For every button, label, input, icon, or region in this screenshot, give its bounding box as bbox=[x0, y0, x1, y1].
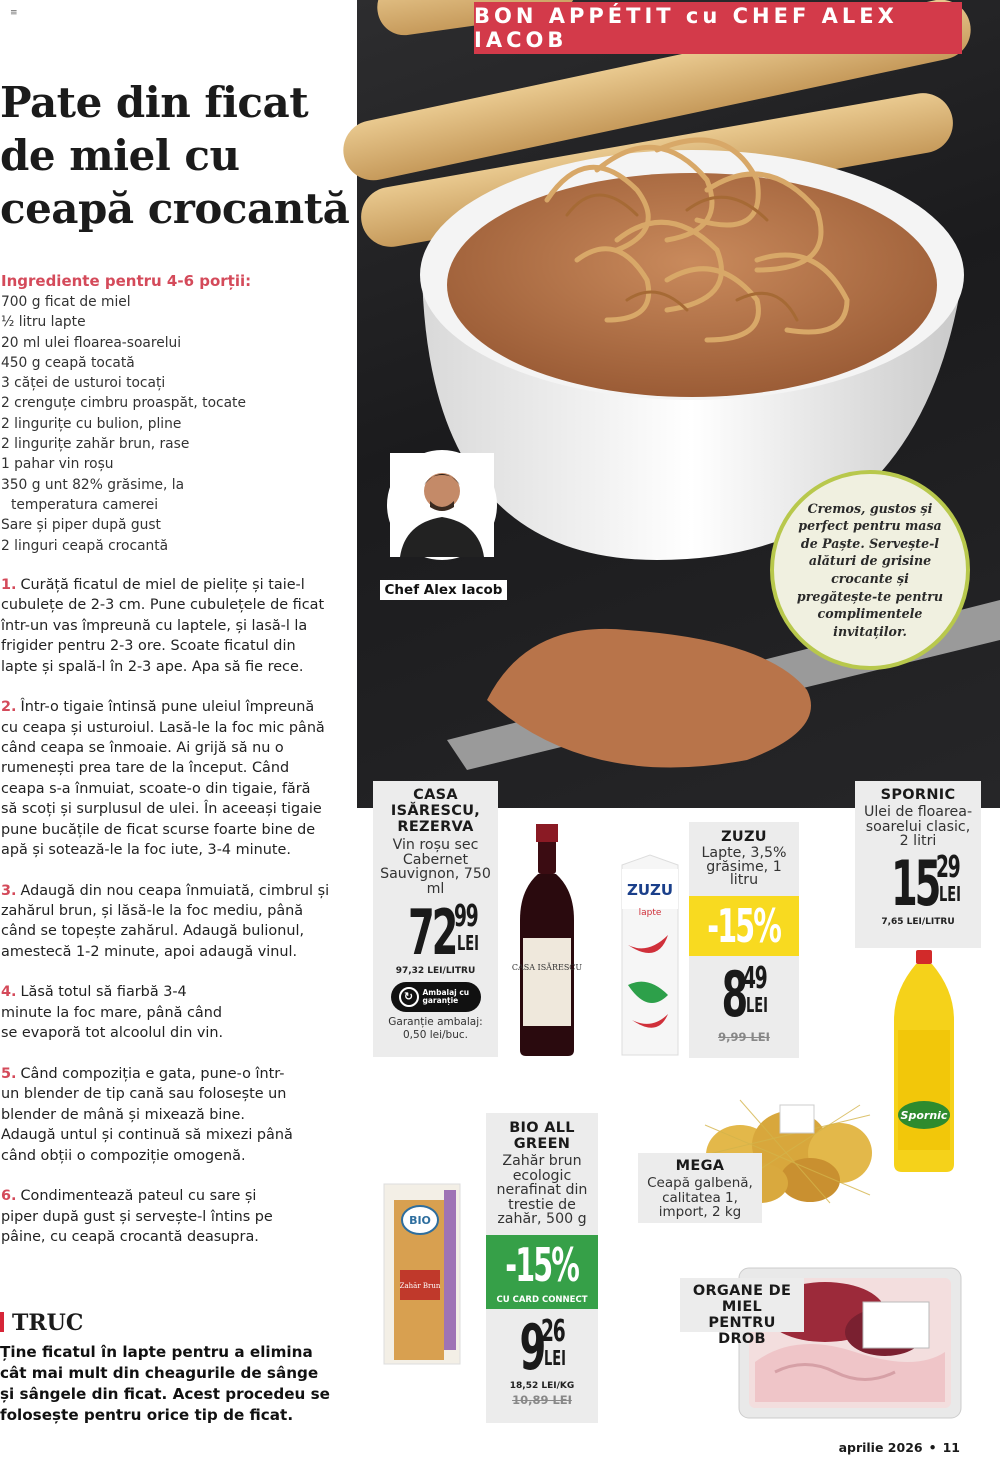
guarantee-note: Garanție ambalaj: 0,50 lei/buc. bbox=[388, 1016, 483, 1041]
step-text: Într-o tigaie întinsă pune uleiul împreună cu ceapa și usturoiul. Lasă-le la foc mic până când ceapa se înmoaie. Ai grijă să nu o rumenești prea tare de la început. Când ceapa s-a înmuiat, scoate-o din tigaie, fără să scoți și surplusul de ulei. În aceeași tigaie pune bucățile de ficat scurse foarte bine de apă și sotează-le la foc iute, 3-4 minute. bbox=[1, 699, 325, 859]
discount-condition: CU CARD CONNECT bbox=[486, 1295, 598, 1309]
badge-text: Ambalaj cu garanție bbox=[422, 988, 470, 1005]
product-price bbox=[373, 896, 498, 969]
carton-brand-text: ZUZU bbox=[626, 881, 674, 899]
tip-title-text: TRUC bbox=[12, 1310, 84, 1336]
discount-value: -15% bbox=[707, 898, 781, 953]
hero-photo bbox=[357, 0, 1000, 808]
step-number: 1. bbox=[1, 577, 17, 593]
chef-avatar bbox=[387, 450, 497, 560]
price-decimals: 29 bbox=[936, 849, 960, 885]
price-decimals: 49 bbox=[743, 960, 767, 996]
guarantee-badge bbox=[391, 982, 481, 1012]
price-currency: LEI bbox=[939, 881, 962, 906]
old-price: 9,99 LEI bbox=[718, 1029, 770, 1044]
product-card-organe-miel[interactable] bbox=[680, 1278, 804, 1347]
ingredient-item: temperatura camerei bbox=[11, 496, 159, 513]
step-item bbox=[1, 982, 241, 1043]
price-decimals: 99 bbox=[453, 899, 478, 934]
price-integer: 8 bbox=[721, 957, 746, 1031]
step-item bbox=[1, 575, 331, 677]
ingredient-item: 2 crenguțe cimbru proaspăt, tocate bbox=[1, 395, 246, 412]
ingredient-item: 20 ml ulei floarea-soarelui bbox=[1, 334, 182, 351]
ingredient-item: 2 linguri ceapă crocantă bbox=[1, 537, 169, 554]
tip-accent-bar bbox=[0, 1312, 4, 1332]
step-number: 2. bbox=[1, 699, 17, 716]
product-description: Zahăr brun ecologic nerafinat din trestie de zahăr, 500 g bbox=[496, 1153, 588, 1227]
price-currency: LEI bbox=[456, 931, 479, 955]
page-footer bbox=[839, 1440, 960, 1455]
unit-price: 7,65 LEI/LITRU bbox=[881, 916, 955, 927]
price-integer: 72 bbox=[408, 896, 456, 969]
old-price: 10,89 LEI bbox=[512, 1392, 572, 1407]
pate-illustration bbox=[357, 0, 1000, 808]
price-currency: LEI bbox=[746, 992, 769, 1017]
ingredient-item: ½ litru lapte bbox=[1, 314, 86, 331]
pack-logo-text: BIO bbox=[409, 1214, 431, 1227]
chef-banner: BON APPÉTIT cu CHEF ALEX IACOB bbox=[474, 2, 962, 54]
step-item bbox=[1, 697, 331, 860]
product-brand: ORGANE DE MIEL PENTRU DROB bbox=[692, 1283, 792, 1347]
step-text: Când compoziția e gata, pune-o într-un blender de tip cană sau folosește un blender de mână și mixează bine. Adaugă untul și continuă să mixezi până când obții o compoziție omogenă. bbox=[1, 1065, 293, 1164]
product-card-mega[interactable] bbox=[638, 1153, 762, 1223]
ingredient-item: Sare și piper după gust bbox=[1, 517, 161, 534]
step-text: Condimentează pateul cu sare și piper după gust și servește-l întins pe pâine, cu ceapă crocantă deasupra. bbox=[1, 1188, 273, 1245]
unit-price: 97,32 LEI/LITRU bbox=[395, 966, 476, 976]
price-decimals: 26 bbox=[541, 1313, 565, 1349]
chef-figure-icon bbox=[390, 453, 494, 557]
product-description: Ulei de floarea-soarelui clasic, 2 litri bbox=[863, 804, 973, 849]
step-number: 3. bbox=[1, 882, 17, 899]
product-brand: SPORNIC bbox=[880, 787, 956, 803]
footer-date: aprilie 2026 bbox=[838, 1440, 923, 1455]
quote-bubble bbox=[770, 470, 970, 670]
step-number: 6. bbox=[1, 1188, 17, 1205]
oil-label-text: Spornic bbox=[900, 1109, 948, 1122]
chef-name-label: Chef Alex Iacob bbox=[380, 580, 507, 600]
price-integer: 15 bbox=[890, 846, 939, 920]
wine-bottle-image bbox=[511, 820, 583, 1056]
ingredients-list bbox=[1, 292, 341, 556]
quote-text: Cremos, gustos și perfect pentru masa de Paște. Servește-l alături de grisine crocante și pregătește-te pentru complimentele invitaților. bbox=[796, 500, 944, 639]
carton-label-text: lapte bbox=[638, 908, 662, 918]
discount-badge bbox=[486, 1235, 598, 1295]
product-description: Vin roșu sec Cabernet Sauvignon, 750 ml bbox=[380, 837, 491, 897]
step-text: Curăță ficatul de miel de pielițe și taie-l cubulețe de 2-3 cm. Pune cubulețele de ficat într-un vas împreună cu laptele, și lasă-l la frigider pentru 2-3 ore. Scoate ficatul din lapte și spală-l în 2-3 ape. Apa să fie rece. bbox=[1, 577, 325, 675]
milk-carton-image bbox=[618, 855, 682, 1055]
tip-text: Ține ficatul în lapte pentru a elimina cât mai mult din cheagurile de sânge și sângele din ficat. Acest procedeu se folosește pentru orice tip de ficat. bbox=[0, 1343, 330, 1424]
unit-price: 18,52 LEI/KG bbox=[509, 1380, 575, 1391]
step-text: Adaugă din nou ceapa înmuiată, cimbrul și zahărul brun, și lăsă-le la foc mediu, până când se topește zahărul. Adaugă bulionul, amestecă 1-2 minute, apoi adaugă vinul. bbox=[1, 882, 330, 960]
discount-badge bbox=[689, 896, 799, 956]
tip-title bbox=[0, 1310, 83, 1336]
product-card-casa-isarescu[interactable] bbox=[373, 781, 498, 1057]
product-card-bio-all-green[interactable] bbox=[486, 1113, 598, 1423]
step-item bbox=[1, 1186, 281, 1247]
recycle-icon: ↻ bbox=[399, 987, 419, 1007]
ingredient-item: 3 căței de usturoi tocați bbox=[1, 375, 166, 392]
page-number: 11 bbox=[942, 1440, 960, 1455]
ingredient-item: 2 lingurițe zahăr brun, rase bbox=[1, 436, 190, 453]
product-price bbox=[486, 1310, 598, 1384]
product-brand: ZUZU bbox=[721, 829, 767, 845]
step-text: Lăsă totul să fiarbă 3-4 minute la foc mare, până când se evaporă tot alcoolul din vin. bbox=[1, 984, 224, 1042]
ingredients-title: Ingrediente pentru 4-6 porții: bbox=[1, 272, 252, 290]
bottle-label-text: CASA ISĂRESCU bbox=[511, 963, 583, 972]
chef-portrait bbox=[387, 450, 497, 580]
recipe-title: Pate din ficat de miel cu ceapă crocantă bbox=[0, 78, 350, 233]
step-number: 5. bbox=[1, 1065, 17, 1082]
ingredient-item: 700 g ficat de miel bbox=[1, 294, 131, 310]
product-brand: CASA ISĂRESCU, REZERVA bbox=[390, 787, 481, 835]
step-item bbox=[1, 881, 331, 963]
steps-list bbox=[1, 575, 331, 1268]
footer-separator: • bbox=[928, 1440, 937, 1455]
product-description: Ceapă galbenă, calitatea 1, import, 2 kg bbox=[647, 1175, 753, 1220]
menu-icon: ≡ bbox=[10, 8, 18, 18]
product-description: Lapte, 3,5% grăsime, 1 litru bbox=[701, 845, 787, 888]
product-card-spornic[interactable] bbox=[855, 781, 981, 948]
ingredient-item: 2 lingurițe cu bulion, pline bbox=[1, 415, 182, 432]
product-price bbox=[689, 957, 799, 1031]
discount-value: -15% bbox=[505, 1237, 579, 1292]
ingredient-item: 350 g unt 82% grăsime, la bbox=[1, 476, 185, 493]
product-card-zuzu[interactable] bbox=[689, 822, 799, 1058]
sugar-pack-image bbox=[378, 1180, 466, 1368]
product-brand: MEGA bbox=[675, 1158, 725, 1174]
price-integer: 9 bbox=[519, 1310, 544, 1384]
step-item bbox=[1, 1064, 301, 1166]
price-currency: LEI bbox=[544, 1345, 567, 1370]
pack-label-text: Zahăr Brun bbox=[399, 1282, 441, 1290]
product-price bbox=[855, 846, 981, 920]
ingredient-item: 1 pahar vin roșu bbox=[1, 456, 114, 473]
product-brand: BIO ALL GREEN bbox=[509, 1120, 575, 1152]
oil-bottle-image bbox=[888, 950, 960, 1172]
step-number: 4. bbox=[1, 984, 17, 1001]
ingredient-item: 450 g ceapă tocată bbox=[1, 354, 135, 371]
